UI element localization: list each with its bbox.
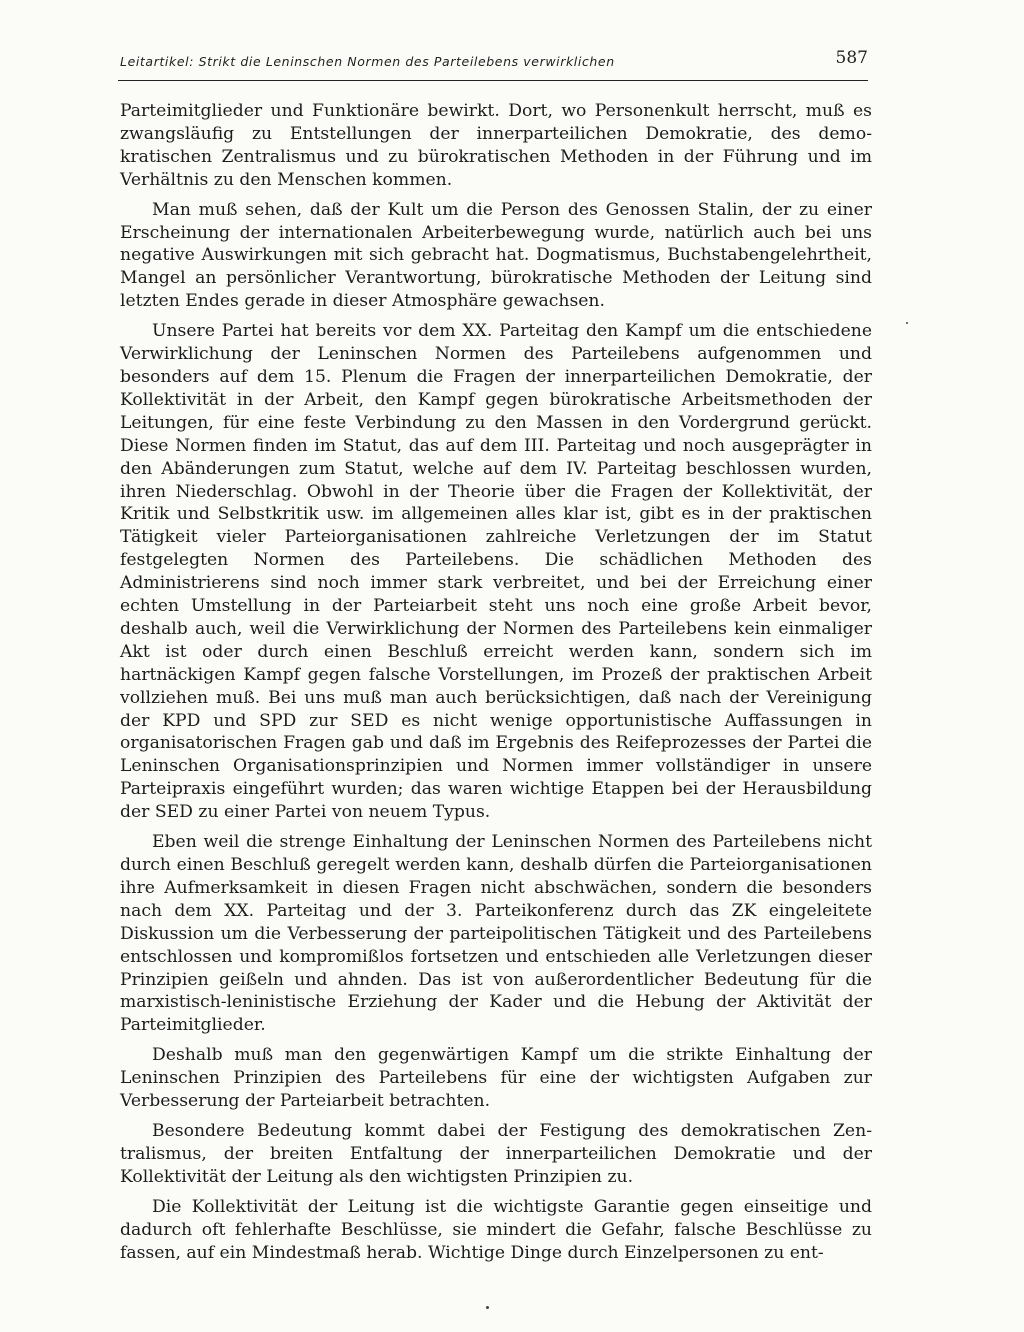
paragraph-2: Man muß sehen, daß der Kult um die Person des Genossen Stalin, der zu einer Erscheinung der internationalen Arbeiterbewegung wurde, natürlich auch bei uns negative Auswirkungen mit sich gebracht hat. Dogmatismus, Buchstabengelehrtheit, Mangel an persönlicher Verantwortung, bürokratische Methoden der Leitung sind letzten Endes gerade in dieser Atmosphäre gewachsen. (120, 199, 872, 312)
paragraph-7: Die Kollektivität der Leitung ist die wichtigste Garantie gegen einseitige und dadurch oft fehlerhafte Beschlüsse, sie mindert die Gefahr, falsche Beschlüsse zu fassen, auf ein Mindestmaß herab. Wichtige Dinge durch Einzelpersonen zu ent- (120, 1196, 872, 1263)
article-body (120, 100, 872, 1271)
running-head: Leitartikel: Strikt die Leninschen Normen des Parteilebens verwirklichen (120, 54, 615, 69)
paragraph-5: Deshalb muß man den gegenwärtigen Kampf um die strikte Einhaltung der Leninschen Prinzipien des Parteilebens für eine der wichtigsten Aufgaben zur Verbesserung der Parteiarbeit betrachten. (120, 1045, 872, 1112)
print-speck (486, 1306, 489, 1309)
paragraph-1: Parteimitglieder und Funktionäre bewirkt. Dort, wo Personenkult herrscht, muß es zwangsläufig zu Entstellungen der innerparteilichen Demokratie, des demokratischen Zentralismus und zu bürokratischen Methoden in der Führung und im Verhältnis zu den Menschen kommen. (120, 101, 872, 190)
page-header (118, 48, 868, 81)
paragraph-4: Eben weil die strenge Einhaltung der Leninschen Normen des Parteilebens nicht durch einen Beschluß geregelt werden kann, deshalb dürfen die Parteiorganisationen ihre Aufmerksamkeit in diesen Fragen nicht abschwächen, sondern die besonders nach dem XX. Parteitag und der 3. Parteikonferenz durch das ZK eingeleitete Diskussion um die Verbesserung der parteipolitischen Tätigkeit und des Parteilebens entschlossen und kompromißlos fortsetzen und entschieden alle Verletzungen dieser Prinzipien geißeln und ahnden. Das ist von außerordentlicher Bedeutung für die marxistisch-leninistische Erziehung der Kader und die Hebung der Aktivität der Parteimitglieder. (120, 832, 872, 1036)
paragraph-3: Unsere Partei hat bereits vor dem XX. Parteitag den Kampf um die entschiedene Verwirklichung der Leninschen Normen des Parteilebens aufgenommen und besonders auf dem 15. Plenum die Fragen der innerparteilichen Demokratie, der Kollektivität in der Arbeit, den Kampf gegen bürokratische Arbeitsmethoden der Leitungen, für eine feste Verbindung zu den Massen in den Vordergrund gerückt. Diese Normen finden im Statut, das auf dem III. Parteitag und noch ausgeprägter in den Abänderungen zum Statut, welche auf dem IV. Parteitag beschlossen wurden, ihren Niederschlag. Obwohl in der Theorie über die Fragen der Kollektivität, der Kritik und Selbstkritik usw. im allgemeinen alles klar ist, gibt es in der praktischen Tätigkeit vieler Parteiorganisationen zahlreiche Verletzungen der im Statut festgelegten Normen des Parteilebens. Die schädlichen Methoden des Administrierens sind noch immer stark verbreitet, und bei der Erreichung einer echten Umstellung in der Parteiarbeit steht uns noch eine große Arbeit bevor, deshalb auch, weil die Verwirklichung der Normen des Parteilebens kein einmaliger Akt ist oder durch einen Beschluß erreicht werden kann, sondern sich im hartnäckigen Kampf gegen falsche Vorstellungen, im Prozeß der praktischen Arbeit vollziehen muß. Bei uns muß man auch berücksichtigen, daß nach der Vereinigung der KPD und SPD zur SED es nicht wenige opportunistische Auffassungen in organisatorischen Fragen gab und daß im Ergebnis des Reifeprozesses der Partei die Leninschen Organisationsprinzipien und Normen immer vollständiger in unsere Parteipraxis eingeführt wurden; das waren wichtige Etappen bei der Herausbildung der SED zu einer Partei von neuem Typus. (120, 321, 872, 823)
paragraph-6: Besondere Bedeutung kommt dabei der Festigung des demokratischen Zentralismus, der breiten Entfaltung der innerparteilichen Demokratie und der Kollektivität der Leitung als den wichtigsten Prinzipien zu. (120, 1120, 872, 1187)
page-number: 587 (835, 48, 868, 68)
print-speck (906, 322, 908, 324)
